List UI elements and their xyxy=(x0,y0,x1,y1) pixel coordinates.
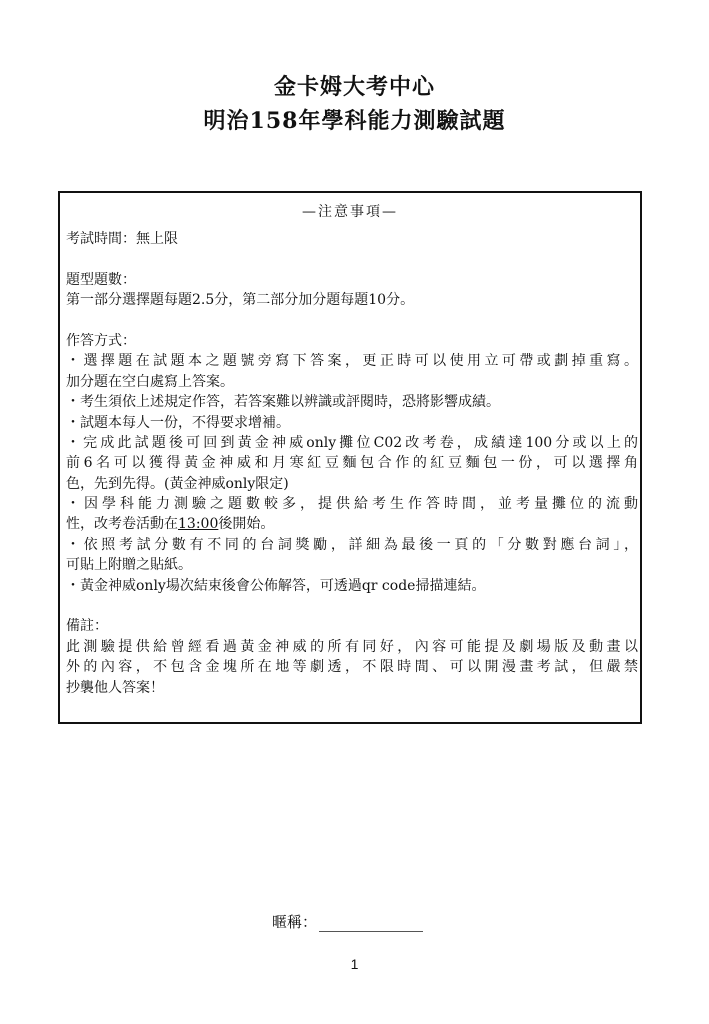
nickname-label: 暱稱： xyxy=(272,913,318,931)
page-title-line-1: 金卡姆大考中心 xyxy=(273,74,435,100)
answer-method-line: ・考生須依上述規定作答，若答案難以辨識或評閱時，恐將影響成績。 xyxy=(66,394,500,411)
answer-method-line: ・依照考試分數有不同的台詞獎勵，詳細為最後一頁的「分數對應台詞」， xyxy=(66,536,638,553)
nickname-blank-line[interactable] xyxy=(319,913,423,932)
answer-method-text: 性，改考卷活動在 xyxy=(66,516,178,533)
answer-method-line: 加分題在空白處寫上答案。 xyxy=(66,373,234,390)
notice-heading: —注意事項— xyxy=(302,204,398,220)
page-title-line-2: 明治158年學科能力測驗試題 xyxy=(203,108,506,134)
answer-method-line: ・因學科能力測驗之題數較多，提供給考生作答時間，並考量攤位的流動 xyxy=(66,496,638,513)
answer-method-line: 色，先到先得。(黃金神威only限定) xyxy=(66,475,289,492)
answer-method-label: 作答方式： xyxy=(66,332,136,349)
exam-time-text: 考試時間：無上限 xyxy=(66,231,178,247)
remarks-label: 備註： xyxy=(66,618,108,635)
answer-method-line: ・選擇題在試題本之題號旁寫下答案，更正時可以使用立可帶或劃掉重寫。 xyxy=(66,353,638,370)
page-number: 1 xyxy=(350,956,359,972)
notice-body xyxy=(66,229,638,698)
remarks-line: 抄襲他人答案！ xyxy=(66,679,164,696)
question-types-text: 第一部分選擇題每題2.5分，第二部分加分題每題10分。 xyxy=(66,292,415,309)
answer-method-line: ・試題本每人一份，不得要求增補。 xyxy=(66,414,290,431)
answer-method-line: ・完成此試題後可回到黃金神威only攤位C02改考卷，成績達100分或以上的 xyxy=(66,434,638,451)
answer-method-line-with-time xyxy=(66,514,638,534)
remarks-line: 此測驗提供給曾經看過黃金神威的所有同好，內容可能提及劇場版及動畫以 xyxy=(66,638,638,655)
question-types-label: 題型題數： xyxy=(66,271,136,288)
remarks-line: 外的內容，不包含金塊所在地等劇透，不限時間、可以開漫畫考試，但嚴禁 xyxy=(66,659,638,676)
answer-method-line: ・黃金神威only場次結束後會公佈解答，可透過qr code掃描連結。 xyxy=(66,577,486,594)
activity-start-time: 13:00 xyxy=(178,516,219,533)
notice-box xyxy=(58,191,642,724)
answer-method-line: 可貼上附贈之貼紙。 xyxy=(66,557,192,574)
answer-method-text: 後開始。 xyxy=(218,516,275,533)
nickname-field xyxy=(272,911,423,932)
answer-method-line: 前6名可以獲得黃金神威和月寒紅豆麵包合作的紅豆麵包一份，可以選擇角 xyxy=(66,455,638,472)
